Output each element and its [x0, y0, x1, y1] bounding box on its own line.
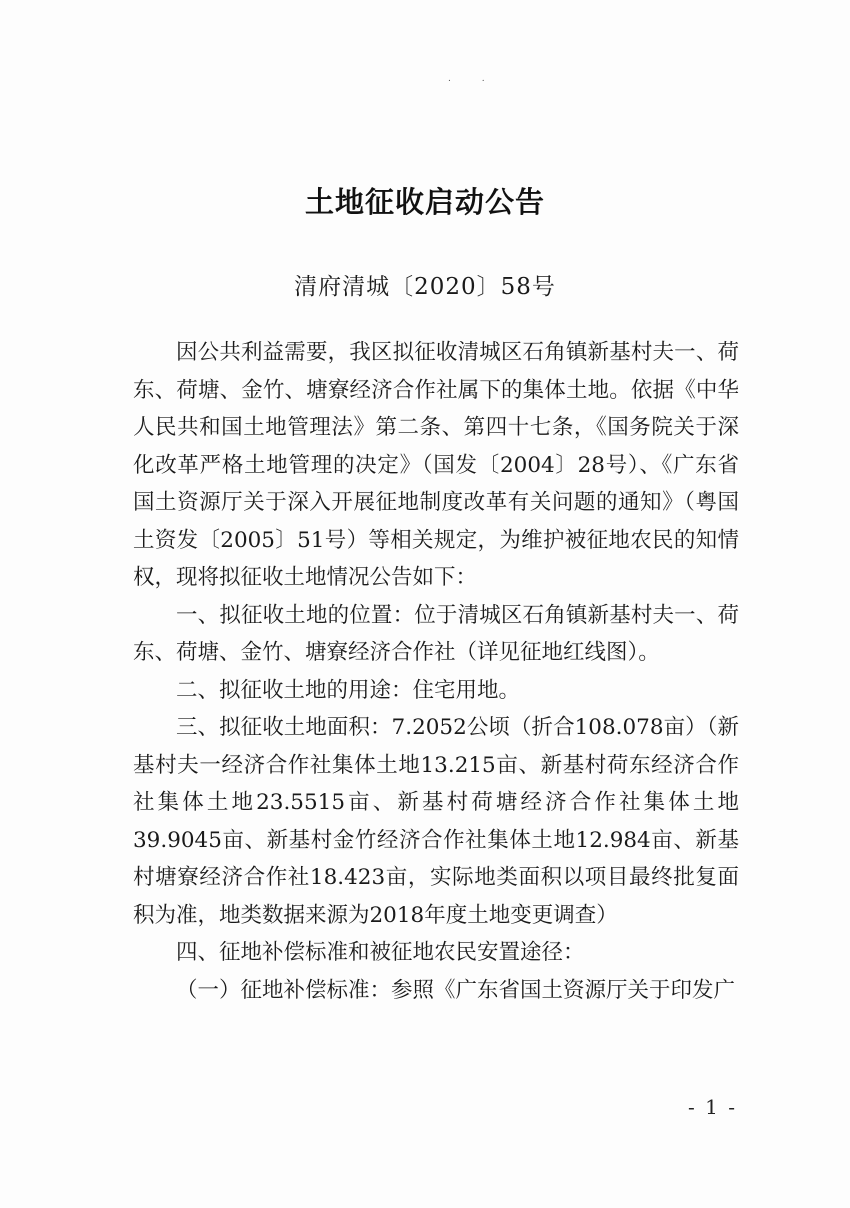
document-body: [133, 334, 739, 1009]
paragraph-usage: 二、拟征收土地的用途：住宅用地。: [176, 677, 521, 703]
document-number: 清府清城〔2020〕58号: [294, 274, 556, 300]
scan-speck: . .: [448, 74, 499, 84]
paragraph-intro: 因公共利益需要，我区拟征收清城区石角镇新基村夫一、荷东、荷塘、金竹、塘寮经济合作社属下的集体土地。依据《中华人民共和国土地管理法》第二条、第四十七条，《国务院关于深化改革严格土地管理的决定》（国发〔2004〕28号）、《广东省国土资源厅关于深入开展征地制度改革有关问题的通知》（粤国土资发〔2005〕51号）等相关规定，为维护被征地农民的知情权，现将拟征收土地情况公告如下：: [133, 340, 739, 590]
document-title: 土地征收启动公告: [304, 185, 545, 219]
paragraph-compensation-standard: （一）征地补偿标准：参照《广东省国土资源厅关于印发广: [176, 977, 736, 1003]
paragraph-area: 三、拟征收土地面积：7.2052公顷（折合108.078亩）（新基村夫一经济合作社集体土地13.215亩、新基村荷东经济合作社集体土地23.5515亩、新基村荷塘经济合作社集体土地39.9045亩、新基村金竹经济合作社集体土地12.984亩、新基村塘寮经济合作社18.423亩，实际地类面积以项目最终批复面积为准，地类数据来源为2018年度土地变更调查）: [133, 715, 739, 928]
paragraph-location: 一、拟征收土地的位置：位于清城区石角镇新基村夫一、荷东、荷塘、金竹、塘寮经济合作社（详见征地红线图）。: [133, 602, 739, 665]
page-number: - 1 -: [688, 1095, 737, 1119]
paragraph-compensation-heading: 四、征地补偿标准和被征地农民安置途径：: [176, 940, 585, 965]
